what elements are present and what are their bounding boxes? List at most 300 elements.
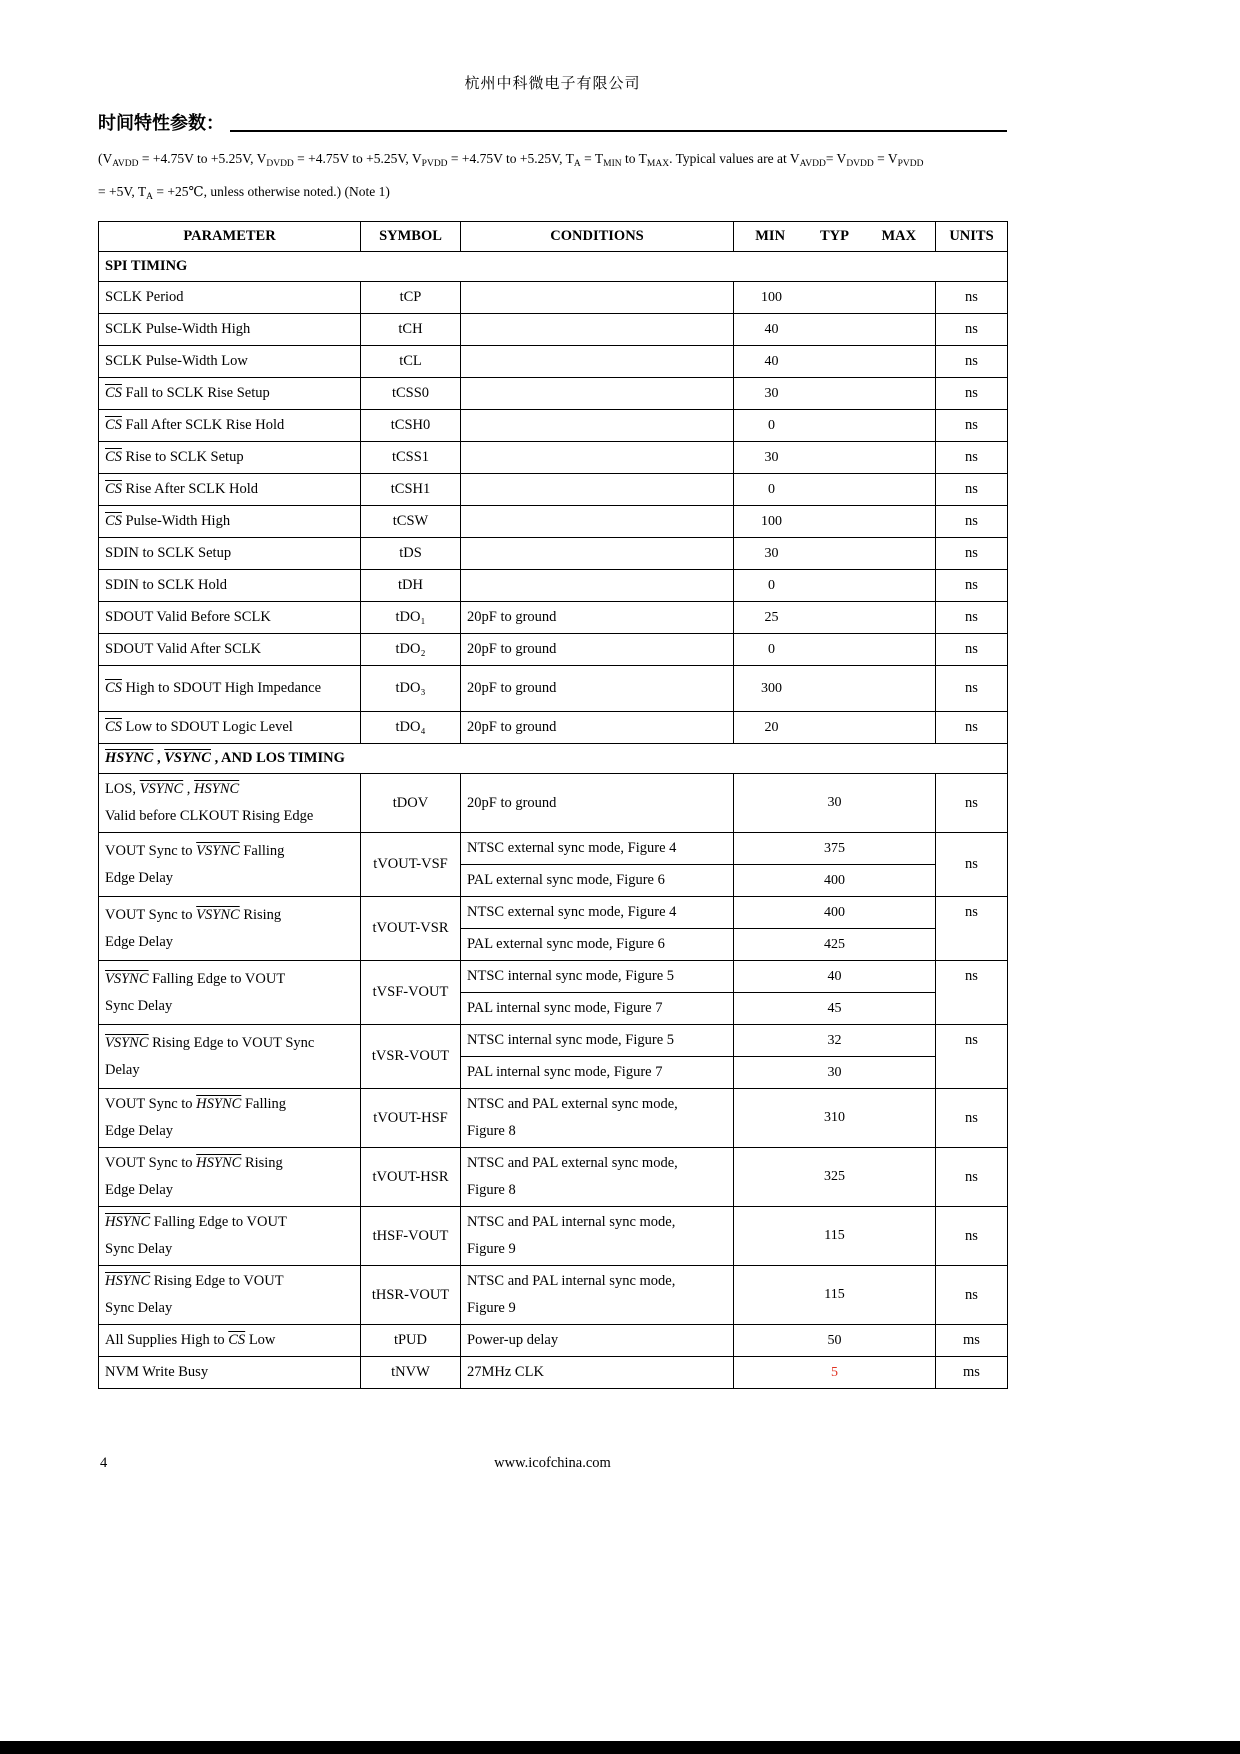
symbol-cell: tDO₄	[361, 712, 461, 744]
parameter-cell	[99, 282, 361, 314]
parameter-cell	[99, 602, 361, 634]
condition-line: NTSC external sync mode, Figure 4	[467, 840, 677, 856]
table-row	[99, 602, 1008, 634]
text-segment: Valid before CLKOUT Rising Edge	[105, 808, 314, 824]
values-cell	[734, 538, 936, 570]
conditions-cell	[461, 833, 734, 865]
conditions-note-line1	[98, 145, 1007, 178]
section-title-row	[98, 109, 1007, 135]
parameter-cell	[99, 1089, 361, 1148]
units-cell: ns	[936, 666, 1008, 712]
subscript: MIN	[603, 159, 622, 169]
conditions-cell	[461, 506, 734, 538]
symbol-cell: tNVW	[361, 1357, 461, 1389]
symbol-cell: tCH	[361, 314, 461, 346]
table-row	[99, 346, 1008, 378]
text-segment: Rise to SCLK Setup	[121, 449, 244, 465]
condition-line: 20pF to ground	[467, 609, 557, 625]
conditions-cell	[461, 1357, 734, 1389]
subscript: PVDD	[421, 159, 448, 169]
table-row	[99, 774, 1008, 833]
symbol-cell: tVOUT-HSF	[361, 1089, 461, 1148]
text-segment: Fall to SCLK Rise Setup	[121, 385, 270, 401]
text-segment: Low	[245, 1332, 276, 1348]
units-cell: ns	[936, 442, 1008, 474]
conditions-cell	[461, 1089, 734, 1148]
text-segment: All Supplies High to	[105, 1332, 229, 1348]
table-row	[99, 712, 1008, 744]
text-segment: High to SDOUT High Impedance	[121, 680, 321, 696]
values-cell	[734, 378, 936, 410]
values-cell	[734, 666, 936, 712]
condition-line: NTSC and PAL internal sync mode,	[467, 1273, 676, 1289]
overlined-signal-name: $\overline{CS}$	[105, 719, 122, 735]
conditions-cell	[461, 929, 734, 961]
header-parameter: PARAMETER	[99, 222, 361, 252]
condition-line: PAL external sync mode, Figure 6	[467, 936, 665, 952]
subscript: DVDD	[266, 159, 294, 169]
text-segment: Rising	[241, 1155, 283, 1171]
symbol-cell: tVSF-VOUT	[361, 961, 461, 1025]
text-segment: LOS,	[105, 781, 140, 797]
typ-value: 50	[827, 1332, 842, 1348]
typ-value: 425	[824, 936, 845, 952]
text-segment: ,	[153, 750, 165, 766]
condition-line: 20pF to ground	[467, 680, 557, 696]
units-cell: ns	[936, 833, 1008, 897]
units-cell: ns	[936, 602, 1008, 634]
text-segment: SDIN to SCLK Hold	[105, 577, 228, 593]
text-segment: = V	[873, 151, 898, 166]
overlined-signal-name: VSYNC	[164, 750, 211, 766]
parameter-cell	[99, 1025, 361, 1089]
text-segment: , AND LOS TIMING	[210, 750, 345, 766]
parameter-cell	[99, 1148, 361, 1207]
symbol-cell: tDO₁	[361, 602, 461, 634]
overlined-signal-name: VSYNC	[196, 906, 240, 923]
text-segment: Sync Delay	[105, 1300, 173, 1316]
typ-value: 400	[824, 872, 845, 888]
values-cell	[734, 1325, 936, 1357]
units-cell: ns	[936, 1025, 1008, 1089]
min-value: 30	[764, 449, 779, 465]
units-cell: ns	[936, 1207, 1008, 1266]
values-cell	[734, 897, 936, 929]
conditions-cell	[461, 1266, 734, 1325]
text-segment: Low to SDOUT Logic Level	[121, 719, 293, 735]
min-value: 300	[761, 680, 782, 696]
header-max: MAX	[881, 228, 917, 244]
text-segment: Edge Delay	[105, 869, 174, 886]
parameter-cell	[99, 833, 361, 897]
overlined-signal-name: $\overline{CS}$	[105, 680, 122, 696]
typ-value: 375	[824, 840, 845, 856]
page-content	[98, 0, 1007, 1389]
conditions-cell	[461, 282, 734, 314]
subscript: MAX	[646, 159, 670, 169]
condition-line: Figure 9	[467, 1241, 516, 1257]
conditions-cell	[461, 634, 734, 666]
conditions-cell	[461, 897, 734, 929]
conditions-cell	[461, 666, 734, 712]
text-segment: Falling	[241, 1096, 287, 1112]
conditions-cell	[461, 1057, 734, 1089]
conditions-cell	[461, 1148, 734, 1207]
units-cell: ns	[936, 346, 1008, 378]
values-cell	[734, 961, 936, 993]
table-row	[99, 570, 1008, 602]
subscript: DVDD	[846, 159, 874, 169]
header-conditions: CONDITIONS	[461, 222, 734, 252]
overlined-signal-name: $\overline{CS}$	[105, 385, 122, 401]
min-value: 20	[764, 719, 779, 735]
min-value: 100	[761, 513, 782, 529]
symbol-cell: tDO₃	[361, 666, 461, 712]
typ-value: 40	[827, 968, 842, 984]
symbol-cell: tPUD	[361, 1325, 461, 1357]
overlined-signal-name: $\overline{CS}$	[105, 481, 122, 497]
condition-line: Figure 9	[467, 1300, 516, 1316]
text-segment: Edge Delay	[105, 1123, 174, 1139]
text-segment: to T	[621, 151, 647, 166]
section-row	[99, 252, 1008, 282]
condition-line: Figure 8	[467, 1123, 516, 1139]
table-row	[99, 634, 1008, 666]
min-value: 25	[764, 609, 779, 625]
typ-value: 30	[827, 795, 842, 810]
overlined-signal-name: HSYNC	[196, 1155, 242, 1171]
table-row	[99, 666, 1008, 712]
units-cell: ns	[936, 506, 1008, 538]
symbol-cell: tCSH1	[361, 474, 461, 506]
text-segment: Fall After SCLK Rise Hold	[121, 417, 285, 433]
values-cell	[734, 774, 936, 833]
overlined-signal-name: $\overline{CS}$	[105, 417, 122, 433]
min-value: 40	[764, 353, 779, 369]
conditions-cell	[461, 602, 734, 634]
overlined-signal-name: HSYNC	[194, 781, 240, 797]
table-row	[99, 314, 1008, 346]
overlined-signal-name: HSYNC	[105, 1273, 151, 1289]
symbol-cell: tVSR-VOUT	[361, 1025, 461, 1089]
header-values	[734, 222, 936, 252]
table-row	[99, 282, 1008, 314]
values-cell	[734, 346, 936, 378]
conditions-cell	[461, 1025, 734, 1057]
text-segment: SPI TIMING	[105, 258, 188, 274]
parameter-cell	[99, 410, 361, 442]
subscript: A	[573, 159, 581, 169]
condition-line: 20pF to ground	[467, 641, 557, 657]
values-cell	[734, 1057, 936, 1089]
conditions-cell	[461, 410, 734, 442]
values-cell	[734, 1266, 936, 1325]
table-row	[99, 506, 1008, 538]
parameter-cell	[99, 666, 361, 712]
header-min: MIN	[755, 228, 786, 244]
text-segment: Sync Delay	[105, 1241, 173, 1257]
condition-line: PAL internal sync mode, Figure 7	[467, 1064, 663, 1080]
table-row	[99, 961, 1008, 993]
text-segment: Delay	[105, 1061, 140, 1078]
page-title: 时间特性参数：	[98, 113, 224, 133]
symbol-cell: tCSH0	[361, 410, 461, 442]
parameter-cell	[99, 538, 361, 570]
overlined-signal-name: VSYNC	[196, 842, 240, 859]
symbol-cell: tCL	[361, 346, 461, 378]
condition-line: NTSC external sync mode, Figure 4	[467, 904, 677, 920]
condition-line: Power-up delay	[467, 1332, 559, 1348]
units-cell: ns	[936, 538, 1008, 570]
parameter-cell	[99, 1266, 361, 1325]
typ-value: 30	[827, 1064, 842, 1080]
text-segment: (V	[98, 151, 113, 166]
overlined-signal-name: VSYNC	[139, 781, 184, 797]
units-cell: ns	[936, 774, 1008, 833]
typ-value: 325	[824, 1169, 845, 1184]
overlined-signal-name: VSYNC	[105, 1034, 149, 1051]
units-cell: ms	[936, 1357, 1008, 1389]
values-cell	[734, 506, 936, 538]
parameter-cell	[99, 1325, 361, 1357]
conditions-cell	[461, 712, 734, 744]
table-header-row	[99, 222, 1008, 252]
units-cell: ns	[936, 712, 1008, 744]
text-segment: VOUT Sync to	[105, 842, 197, 859]
values-cell	[734, 865, 936, 897]
text-segment: Rise After SCLK Hold	[121, 481, 259, 497]
typ-value: 45	[827, 1000, 842, 1016]
text-segment: = V	[825, 151, 847, 166]
section-label	[99, 252, 1008, 282]
typ-value: 400	[824, 904, 845, 920]
values-cell	[734, 474, 936, 506]
parameter-cell	[99, 634, 361, 666]
text-segment: VOUT Sync to	[105, 1155, 197, 1171]
overlined-signal-name: VSYNC	[105, 970, 149, 987]
table-row	[99, 1357, 1008, 1389]
text-segment: Sync Delay	[105, 997, 173, 1014]
conditions-cell	[461, 774, 734, 833]
conditions-cell	[461, 346, 734, 378]
min-value: 0	[768, 641, 775, 657]
symbol-cell: tDS	[361, 538, 461, 570]
page-number: 4	[100, 1455, 108, 1471]
text-segment: SCLK Pulse-Width Low	[105, 353, 248, 369]
overlined-signal-name: $\overline{CS}$	[228, 1332, 246, 1348]
text-segment: = +4.75V to +5.25V, T	[447, 151, 574, 166]
table-row	[99, 1207, 1008, 1266]
parameter-cell	[99, 346, 361, 378]
table-row	[99, 1025, 1008, 1057]
parameter-cell	[99, 1357, 361, 1389]
symbol-cell: tHSF-VOUT	[361, 1207, 461, 1266]
parameter-cell	[99, 712, 361, 744]
header-units: UNITS	[936, 222, 1008, 252]
typ-value: 5	[831, 1364, 838, 1380]
min-value: 0	[768, 481, 775, 497]
typ-value: 310	[824, 1110, 845, 1125]
text-segment: SDIN to SCLK Setup	[105, 545, 232, 561]
values-cell	[734, 929, 936, 961]
conditions-cell	[461, 1207, 734, 1266]
text-segment: Edge Delay	[105, 1182, 174, 1198]
table-row	[99, 474, 1008, 506]
text-segment: = +25℃, unless otherwise noted.) (Note 1)	[153, 184, 390, 199]
symbol-cell: tHSR-VOUT	[361, 1266, 461, 1325]
timing-table-body	[99, 252, 1008, 1389]
condition-line: PAL external sync mode, Figure 6	[467, 872, 665, 888]
typ-value: 115	[824, 1228, 845, 1243]
min-value: 30	[764, 545, 779, 561]
text-segment: SCLK Pulse-Width High	[105, 321, 251, 337]
values-cell	[734, 410, 936, 442]
parameter-cell	[99, 378, 361, 410]
condition-line: NTSC internal sync mode, Figure 5	[467, 1032, 675, 1048]
condition-line: 27MHz CLK	[467, 1364, 544, 1380]
units-cell: ns	[936, 570, 1008, 602]
text-segment: = T	[580, 151, 604, 166]
units-cell: ns	[936, 410, 1008, 442]
parameter-cell	[99, 961, 361, 1025]
footer-url: www.icofchina.com	[494, 1455, 611, 1471]
text-segment: = +4.75V to +5.25V, V	[293, 151, 422, 166]
overlined-signal-name: HSYNC	[105, 750, 154, 766]
conditions-cell	[461, 378, 734, 410]
parameter-cell	[99, 897, 361, 961]
units-cell: ns	[936, 282, 1008, 314]
company-header: 杭州中科微电子有限公司	[464, 76, 641, 92]
symbol-cell: tVOUT-VSR	[361, 897, 461, 961]
conditions-cell	[461, 314, 734, 346]
conditions-cell	[461, 1325, 734, 1357]
min-value: 40	[764, 321, 779, 337]
text-segment: SCLK Period	[105, 289, 184, 305]
units-cell: ns	[936, 1266, 1008, 1325]
timing-table	[98, 221, 1008, 1389]
text-segment: NVM Write Busy	[105, 1364, 209, 1380]
text-segment: Rising	[239, 906, 282, 923]
conditions-cell	[461, 993, 734, 1025]
subscript: AVDD	[799, 159, 826, 169]
values-cell	[734, 993, 936, 1025]
parameter-cell	[99, 1207, 361, 1266]
header-symbol: SYMBOL	[361, 222, 461, 252]
text-segment: ,	[183, 781, 195, 797]
min-value: 0	[768, 417, 775, 433]
conditions-cell	[461, 961, 734, 993]
values-cell	[734, 1025, 936, 1057]
subscript: PVDD	[897, 159, 924, 169]
text-segment: . Typical values are at V	[669, 151, 800, 166]
conditions-cell	[461, 865, 734, 897]
units-cell: ns	[936, 961, 1008, 1025]
text-segment: Falling Edge to VOUT	[150, 1214, 287, 1230]
conditions-cell	[461, 538, 734, 570]
overlined-signal-name: $\overline{CS}$	[105, 449, 122, 465]
symbol-cell: tCSS1	[361, 442, 461, 474]
typ-value: 32	[827, 1032, 842, 1048]
section-row	[99, 744, 1008, 774]
parameter-cell	[99, 774, 361, 833]
table-row	[99, 378, 1008, 410]
min-value: 30	[764, 385, 779, 401]
conditions-note-line2	[98, 178, 1007, 211]
values-cell	[734, 602, 936, 634]
units-cell: ns	[936, 314, 1008, 346]
units-cell: ms	[936, 1325, 1008, 1357]
values-cell	[734, 1207, 936, 1266]
symbol-cell: tVOUT-HSR	[361, 1148, 461, 1207]
header-typ: TYP	[819, 228, 849, 244]
text-segment: Falling Edge to VOUT	[148, 970, 286, 987]
units-cell: ns	[936, 378, 1008, 410]
table-row	[99, 538, 1008, 570]
units-cell: ns	[936, 897, 1008, 961]
symbol-cell: tCP	[361, 282, 461, 314]
condition-line: 20pF to ground	[467, 794, 557, 811]
values-cell	[734, 833, 936, 865]
parameter-cell	[99, 474, 361, 506]
text-segment: Rising Edge to VOUT	[150, 1273, 284, 1289]
text-segment: Edge Delay	[105, 933, 174, 950]
min-value: 0	[768, 577, 775, 593]
values-cell	[734, 712, 936, 744]
text-segment: VOUT Sync to	[105, 906, 197, 923]
conditions-cell	[461, 442, 734, 474]
subscript: AVDD	[112, 159, 139, 169]
symbol-cell: tDO₂	[361, 634, 461, 666]
title-rule	[230, 130, 1007, 132]
condition-line: NTSC internal sync mode, Figure 5	[467, 968, 675, 984]
condition-line: Figure 8	[467, 1182, 516, 1198]
conditions-cell	[461, 474, 734, 506]
table-row	[99, 833, 1008, 865]
symbol-cell: tCSS0	[361, 378, 461, 410]
text-segment: VOUT Sync to	[105, 1096, 197, 1112]
condition-line: NTSC and PAL external sync mode,	[467, 1155, 678, 1171]
text-segment: = +5V, T	[98, 184, 147, 199]
overlined-signal-name: HSYNC	[105, 1214, 151, 1230]
conditions-cell	[461, 570, 734, 602]
text-segment: Rising Edge to VOUT Sync	[148, 1034, 315, 1051]
condition-line: NTSC and PAL internal sync mode,	[467, 1214, 676, 1230]
parameter-cell	[99, 570, 361, 602]
min-value: 100	[761, 289, 782, 305]
values-cell	[734, 442, 936, 474]
units-cell: ns	[936, 1148, 1008, 1207]
symbol-cell: tDH	[361, 570, 461, 602]
parameter-cell	[99, 314, 361, 346]
values-cell	[734, 314, 936, 346]
values-cell	[734, 1148, 936, 1207]
section-label	[99, 744, 1008, 774]
overlined-signal-name: $\overline{CS}$	[105, 513, 122, 529]
units-cell: ns	[936, 1089, 1008, 1148]
values-cell	[734, 1089, 936, 1148]
symbol-cell: tCSW	[361, 506, 461, 538]
table-row	[99, 442, 1008, 474]
values-cell	[734, 282, 936, 314]
text-segment: SDOUT Valid Before SCLK	[105, 609, 271, 625]
values-cell	[734, 1357, 936, 1389]
subscript: A	[146, 192, 153, 202]
conditions-note	[98, 145, 1007, 211]
page-footer	[98, 1455, 1007, 1472]
table-row	[99, 1325, 1008, 1357]
page-bottom-edge	[0, 1741, 1240, 1754]
table-row	[99, 1148, 1008, 1207]
